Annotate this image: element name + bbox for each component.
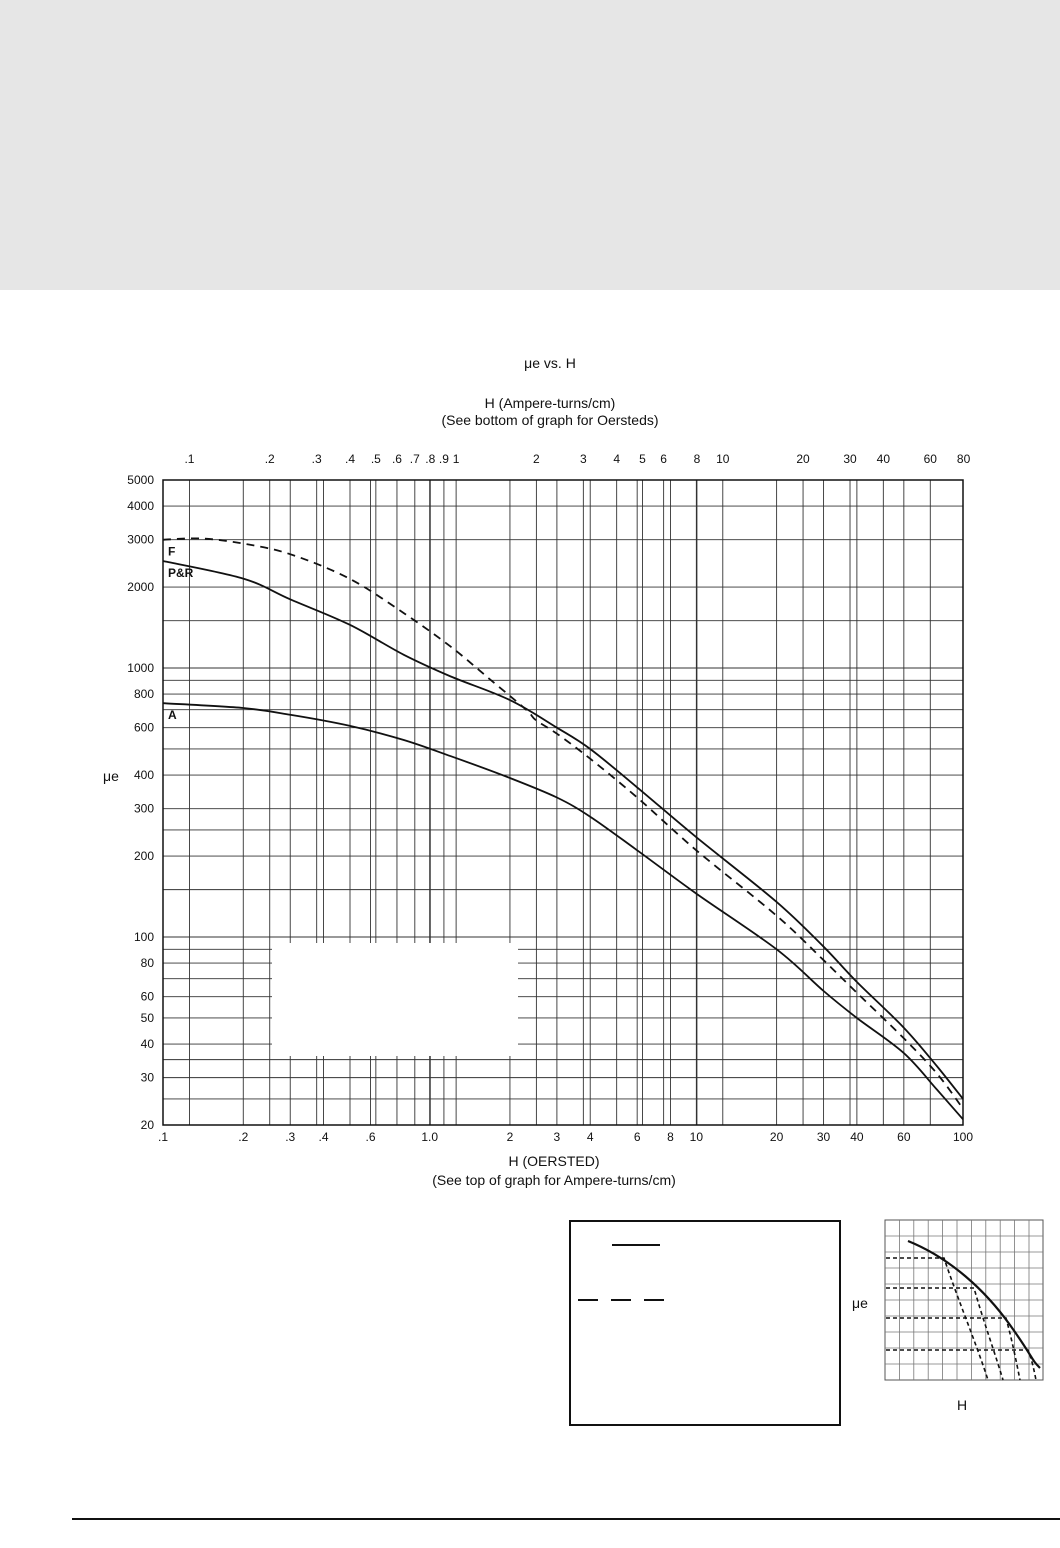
bottom-tick-label: 1.0 — [421, 1130, 439, 1144]
series-label-0: F — [168, 544, 176, 559]
inset-y-label: μe — [852, 1295, 868, 1311]
bottom-tick-labels — [158, 1130, 973, 1144]
bottom-tick-label: .6 — [365, 1130, 376, 1144]
top-tick-label: 8 — [693, 452, 701, 466]
top-tick-label: .5 — [370, 452, 381, 466]
blank-note-area — [272, 943, 518, 1056]
footer-rule — [72, 1518, 1060, 1520]
top-tick-label: 80 — [956, 452, 971, 466]
bottom-tick-label: 10 — [689, 1130, 704, 1144]
top-tick-label: 20 — [796, 452, 810, 466]
bottom-tick-label: 30 — [816, 1130, 831, 1144]
top-tick-label: .4 — [344, 452, 356, 466]
y-tick-label: 30 — [140, 1070, 154, 1085]
bottom-tick-label: .3 — [285, 1130, 296, 1144]
top-tick-label: 1 — [452, 452, 460, 466]
y-tick-label: 20 — [140, 1118, 154, 1132]
y-tick-label: 60 — [140, 989, 154, 1004]
y-tick-label: 600 — [133, 720, 154, 735]
bottom-tick-label: 100 — [952, 1130, 974, 1144]
y-tick-label: 100 — [133, 929, 154, 944]
top-tick-label: 5 — [639, 452, 646, 466]
y-tick-label: 50 — [140, 1010, 154, 1025]
bottom-tick-label: 8 — [667, 1130, 674, 1144]
bottom-axis-label: H (OERSTED) — [508, 1153, 600, 1169]
top-tick-label: .8 — [425, 452, 436, 466]
y-tick-labels — [127, 473, 154, 1132]
bottom-tick-label: 2 — [506, 1130, 514, 1144]
top-tick-label: .3 — [311, 452, 322, 466]
top-tick-label: 10 — [716, 452, 730, 466]
y-tick-label: 3000 — [127, 532, 154, 547]
bottom-tick-label: 4 — [586, 1130, 594, 1144]
bottom-tick-label: 60 — [897, 1130, 911, 1144]
top-tick-label: 40 — [876, 452, 891, 466]
bottom-tick-label: 20 — [769, 1130, 784, 1144]
bottom-tick-label: .1 — [157, 1130, 169, 1144]
top-tick-label: .6 — [391, 452, 402, 466]
top-axis-sublabel: (See bottom of graph for Oersteds) — [441, 412, 659, 428]
legend-box — [569, 1220, 841, 1426]
inset-x-label: H — [956, 1397, 968, 1413]
y-tick-label: 300 — [133, 801, 154, 816]
bottom-tick-label: 3 — [553, 1130, 561, 1144]
top-tick-label: 4 — [613, 452, 621, 466]
y-axis-label: μe — [103, 768, 119, 784]
chart-title: μe vs. H — [524, 355, 576, 371]
series-label-1: P&R — [168, 565, 194, 580]
y-tick-label: 1000 — [127, 661, 154, 676]
y-tick-label: 40 — [140, 1037, 154, 1052]
top-tick-label: .9 — [438, 452, 449, 466]
y-tick-label: 800 — [133, 687, 154, 702]
bottom-tick-label: .4 — [318, 1130, 329, 1144]
y-tick-label: 200 — [133, 849, 154, 864]
bottom-tick-label: 40 — [850, 1130, 864, 1144]
top-tick-labels — [184, 452, 970, 466]
inset-chart — [852, 1220, 1043, 1413]
top-tick-label: 3 — [580, 452, 587, 466]
top-tick-label: .7 — [409, 452, 420, 466]
y-tick-label: 5000 — [127, 473, 154, 487]
top-axis-label: H (Ampere-turns/cm) — [484, 395, 616, 411]
top-tick-label: 2 — [533, 452, 540, 466]
bottom-tick-label: .2 — [238, 1130, 249, 1144]
bottom-tick-label: 6 — [633, 1130, 641, 1144]
series-label-2: A — [168, 708, 177, 723]
y-tick-label: 4000 — [127, 499, 154, 514]
top-tick-label: 6 — [660, 452, 667, 466]
y-tick-label: 2000 — [127, 580, 154, 595]
top-tick-label: 60 — [923, 452, 937, 466]
y-tick-label: 80 — [140, 956, 154, 971]
bottom-axis-sublabel: (See top of graph for Ampere-turns/cm) — [432, 1172, 676, 1188]
top-tick-label: .2 — [264, 452, 275, 466]
top-tick-label: .1 — [184, 452, 195, 466]
y-tick-label: 400 — [133, 768, 154, 783]
top-tick-label: 30 — [843, 452, 857, 466]
